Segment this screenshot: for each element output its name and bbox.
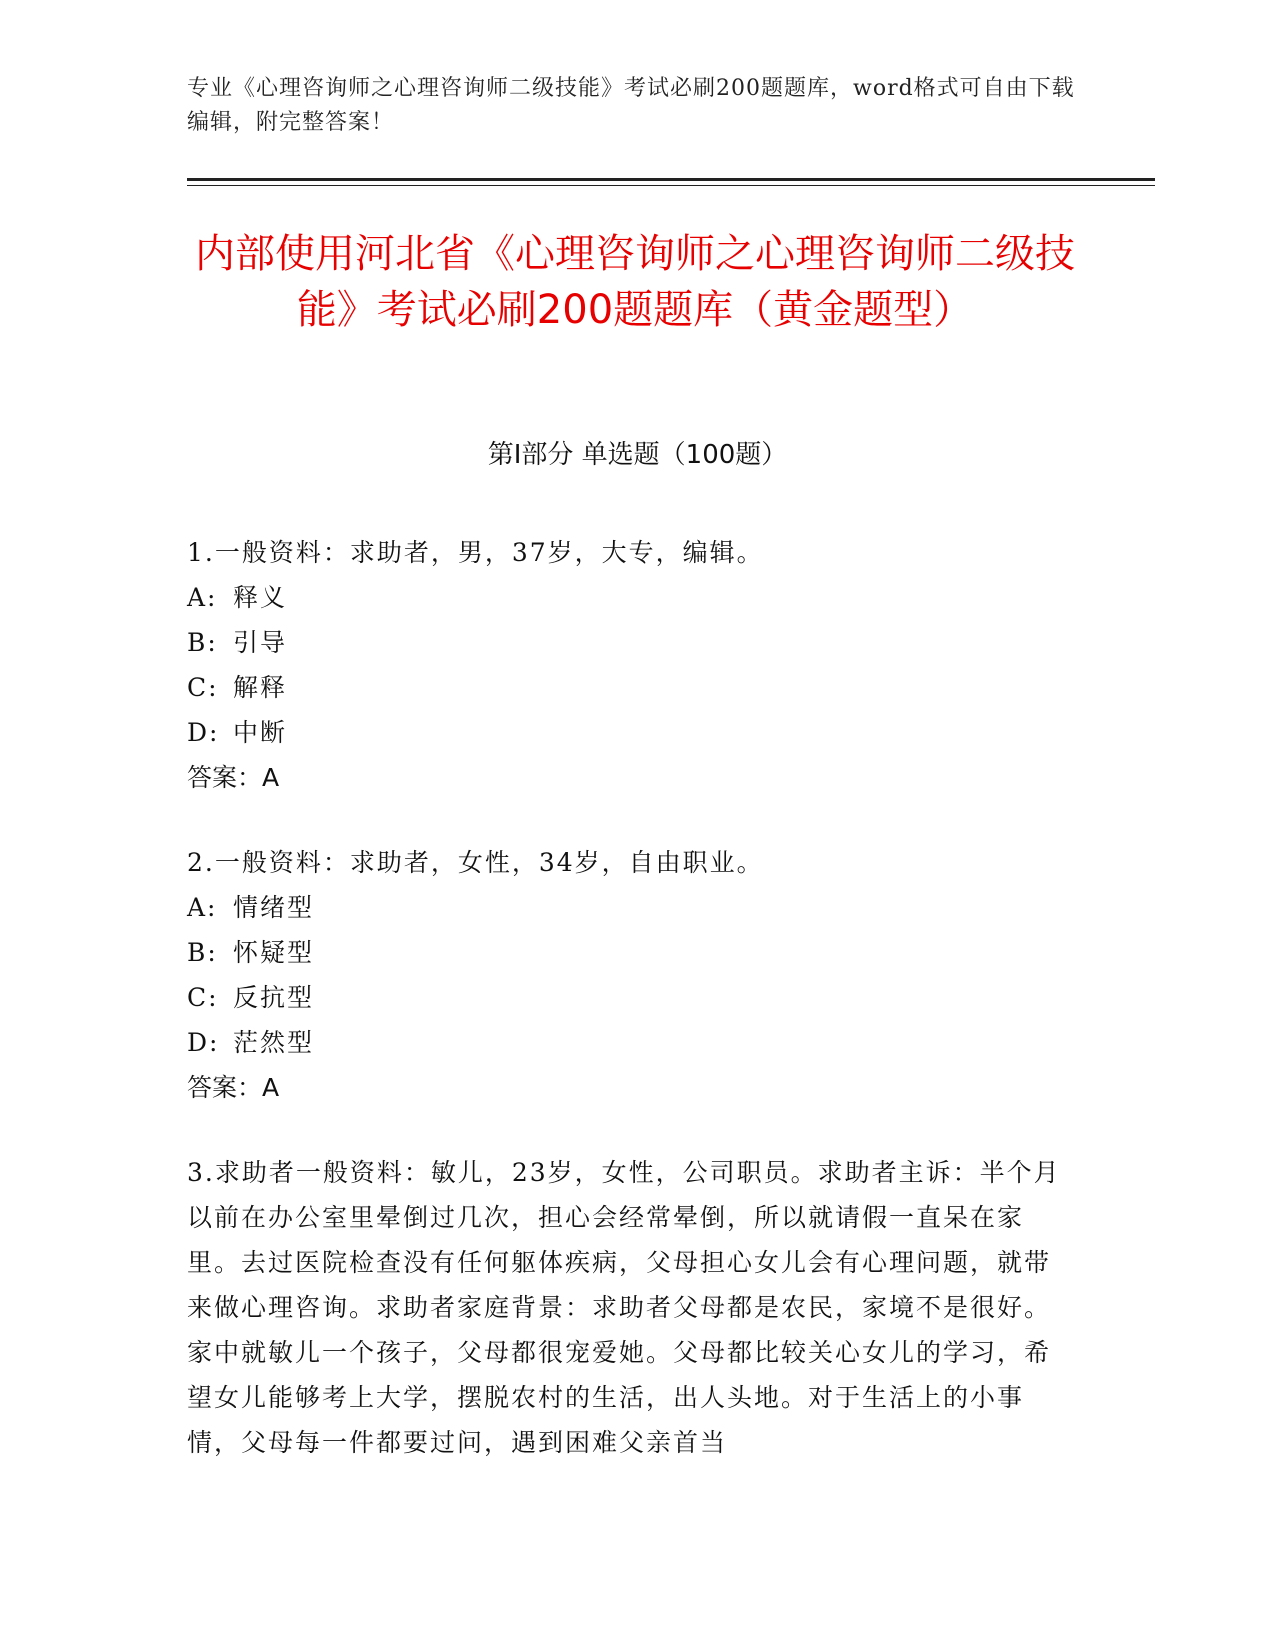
option-d bbox=[187, 710, 1067, 755]
option-c bbox=[187, 665, 1067, 710]
question-stem: 3.求助者一般资料：敏儿，23岁，女性，公司职员。求助者主诉：半个月以前在办公室里晕倒过几次，担心会经常晕倒，所以就请假一直呆在家里。去过医院检查没有任何躯体疾病，父母担心女儿会有心理问题，就带来做心理咨询。求助者家庭背景：求助者父母都是农民，家境不是很好。家中就敏儿一个孩子，父母都很宠爱她。父母都比较关心女儿的学习，希望女儿能够考上大学，摆脱农村的生活，出人头地。对于生活上的小事情，父母每一件都要过问，遇到困难父亲首当 bbox=[187, 1158, 1061, 1457]
answer-line: 答案：A bbox=[187, 763, 280, 792]
answer-line: 答案：A bbox=[187, 1073, 280, 1102]
question-stem: 2.一般资料：求助者，女性，34岁，自由职业。 bbox=[187, 848, 764, 877]
question-stem: 1.一般资料：求助者，男，37岁，大专，编辑。 bbox=[187, 538, 764, 567]
option-letter: B: bbox=[187, 938, 218, 967]
option-b bbox=[187, 620, 1067, 665]
option-text: 中断 bbox=[233, 718, 288, 747]
option-text: 引导 bbox=[233, 628, 288, 657]
option-letter: C: bbox=[187, 983, 219, 1012]
option-letter: D: bbox=[187, 718, 220, 747]
section-heading: 第Ⅰ部分 单选题（100题） bbox=[487, 440, 788, 470]
option-letter: D: bbox=[187, 1028, 220, 1057]
option-letter: A: bbox=[187, 893, 218, 922]
option-letter: C: bbox=[187, 673, 219, 702]
option-a bbox=[187, 885, 1067, 930]
option-text: 解释 bbox=[233, 673, 288, 702]
option-a bbox=[187, 575, 1067, 620]
option-letter: A: bbox=[187, 583, 218, 612]
option-text: 茫然型 bbox=[233, 1028, 315, 1057]
option-c bbox=[187, 975, 1067, 1020]
option-text: 情绪型 bbox=[233, 893, 315, 922]
option-text: 释义 bbox=[233, 583, 288, 612]
option-d bbox=[187, 1020, 1067, 1065]
option-letter: B: bbox=[187, 628, 218, 657]
question-3 bbox=[187, 1150, 1067, 1465]
option-text: 反抗型 bbox=[233, 983, 315, 1012]
header-note: 专业《心理咨询师之心理咨询师二级技能》考试必刷200题题库，word格式可自由下载编辑，附完整答案！ bbox=[187, 76, 1075, 135]
question-2 bbox=[187, 840, 1067, 1110]
header-divider-thick bbox=[187, 178, 1155, 181]
document-title: 内部使用河北省《心理咨询师之心理咨询师二级技能》考试必刷200题题库（黄金题型） bbox=[195, 231, 1075, 333]
question-1 bbox=[187, 530, 1067, 800]
question-list bbox=[187, 530, 1067, 1505]
option-b bbox=[187, 930, 1067, 975]
header-divider-thin bbox=[187, 185, 1155, 186]
option-text: 怀疑型 bbox=[233, 938, 315, 967]
